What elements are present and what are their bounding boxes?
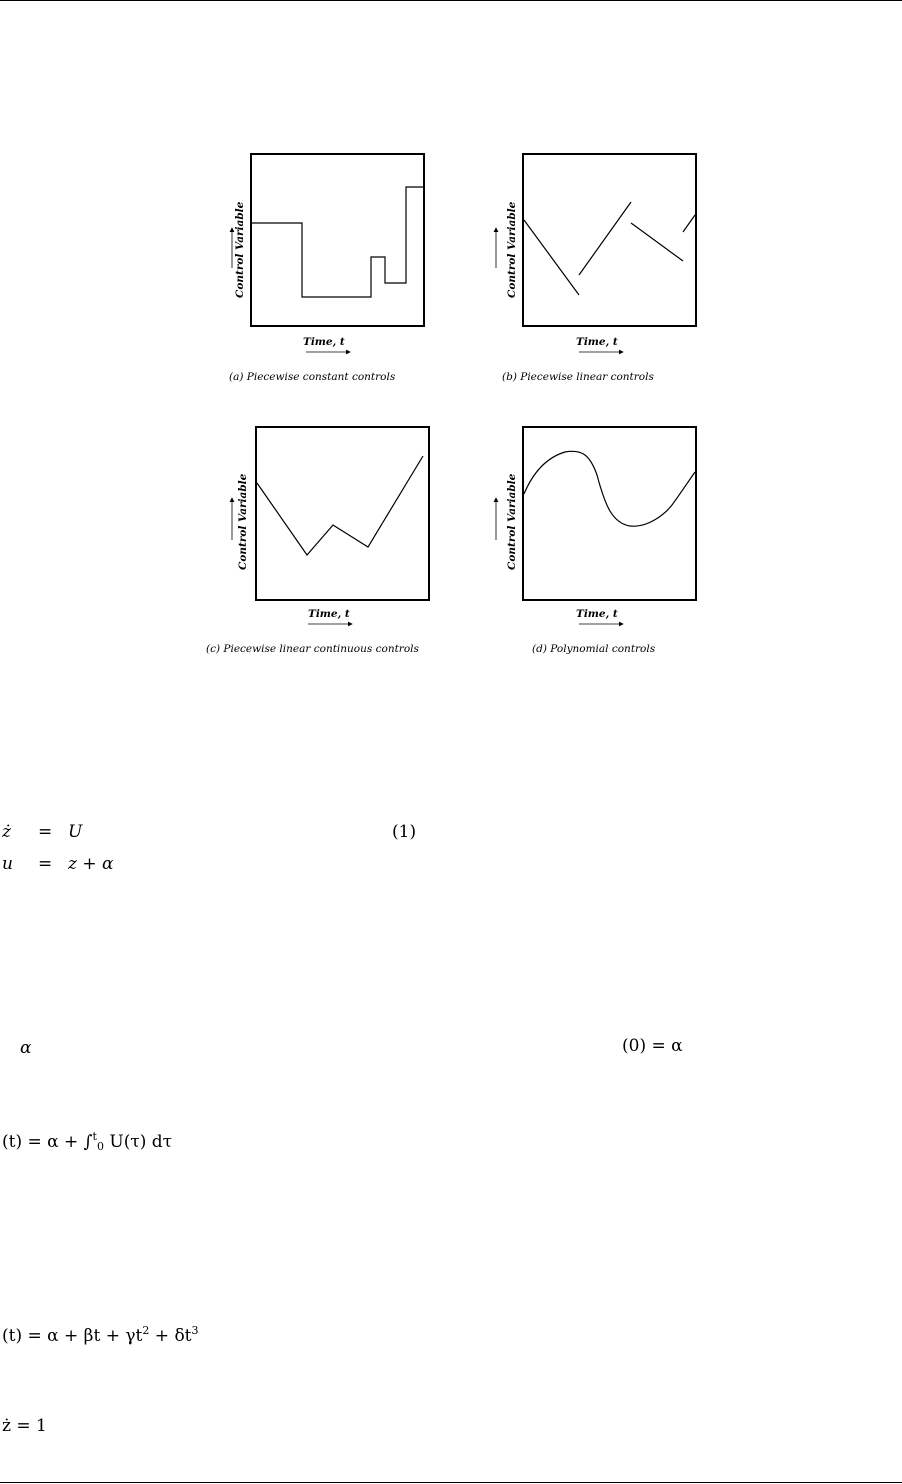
panel-b-segment-4 xyxy=(683,215,695,232)
panel-c-xlabel: Time, t xyxy=(308,608,350,620)
panel-a-xlabel: Time, t xyxy=(303,336,345,348)
cubic-mid: + δt xyxy=(149,1326,192,1346)
panel-c-ylabel: Control Variable xyxy=(237,473,249,570)
panel-b-ylabel: Control Variable xyxy=(506,201,518,298)
eq1-rhs-1: U xyxy=(68,822,83,842)
integral-upper-limit: t xyxy=(92,1130,97,1143)
panel-d-frame xyxy=(523,427,696,600)
panel-d-caption: (d) Polynomial controls xyxy=(532,643,656,655)
panel-b-segment-1 xyxy=(524,220,579,295)
panel-b-frame xyxy=(523,154,696,326)
panel-c-curve xyxy=(257,456,423,555)
cubic-exp-2: 2 xyxy=(142,1324,150,1337)
integral-pre: (t) = α + ∫ xyxy=(2,1132,93,1152)
panel-d-xlabel: Time, t xyxy=(576,608,618,620)
panel-b xyxy=(496,154,696,383)
panel-d xyxy=(496,427,696,655)
panel-a-caption: (a) Piecewise constant controls xyxy=(229,371,396,383)
panel-a xyxy=(229,154,424,383)
panel-d-ylabel: Control Variable xyxy=(506,473,518,570)
panel-a-frame xyxy=(251,154,424,326)
panel-a-curve xyxy=(252,187,423,297)
eq1-number: (1) xyxy=(392,822,417,842)
alpha-symbol: α xyxy=(20,1038,32,1058)
cubic-pre: (t) = α + βt + γt xyxy=(2,1326,143,1346)
panel-b-caption: (b) Piecewise linear controls xyxy=(502,371,654,383)
eq1-rhs-2: z + α xyxy=(68,854,114,874)
integral-post: U(τ) dτ xyxy=(103,1132,173,1152)
integral-expression xyxy=(2,1130,172,1153)
control-parameterization-figure xyxy=(0,0,902,660)
panel-c-frame xyxy=(256,427,429,600)
integral-lower-limit: 0 xyxy=(96,1140,104,1153)
bottom-rule xyxy=(0,1482,902,1483)
panel-b-segment-2 xyxy=(579,202,631,275)
panel-c xyxy=(206,427,429,655)
eq1-rel-2: = xyxy=(38,854,53,874)
panel-b-xlabel: Time, t xyxy=(576,336,618,348)
eq1-lhs-2: u xyxy=(2,854,13,874)
panel-d-curve xyxy=(524,451,695,526)
eq1-rel-1: = xyxy=(38,822,53,842)
initial-condition: (0) = α xyxy=(622,1036,683,1056)
zdot-equals-one: ż = 1 xyxy=(2,1416,47,1436)
cubic-exp-3: 3 xyxy=(191,1324,199,1337)
panel-a-ylabel: Control Variable xyxy=(234,201,246,298)
eq1-lhs-1: ż xyxy=(2,822,11,842)
panel-c-caption: (c) Piecewise linear continuous controls xyxy=(206,643,419,655)
cubic-expression xyxy=(2,1324,199,1346)
panel-b-segment-3 xyxy=(631,223,683,261)
